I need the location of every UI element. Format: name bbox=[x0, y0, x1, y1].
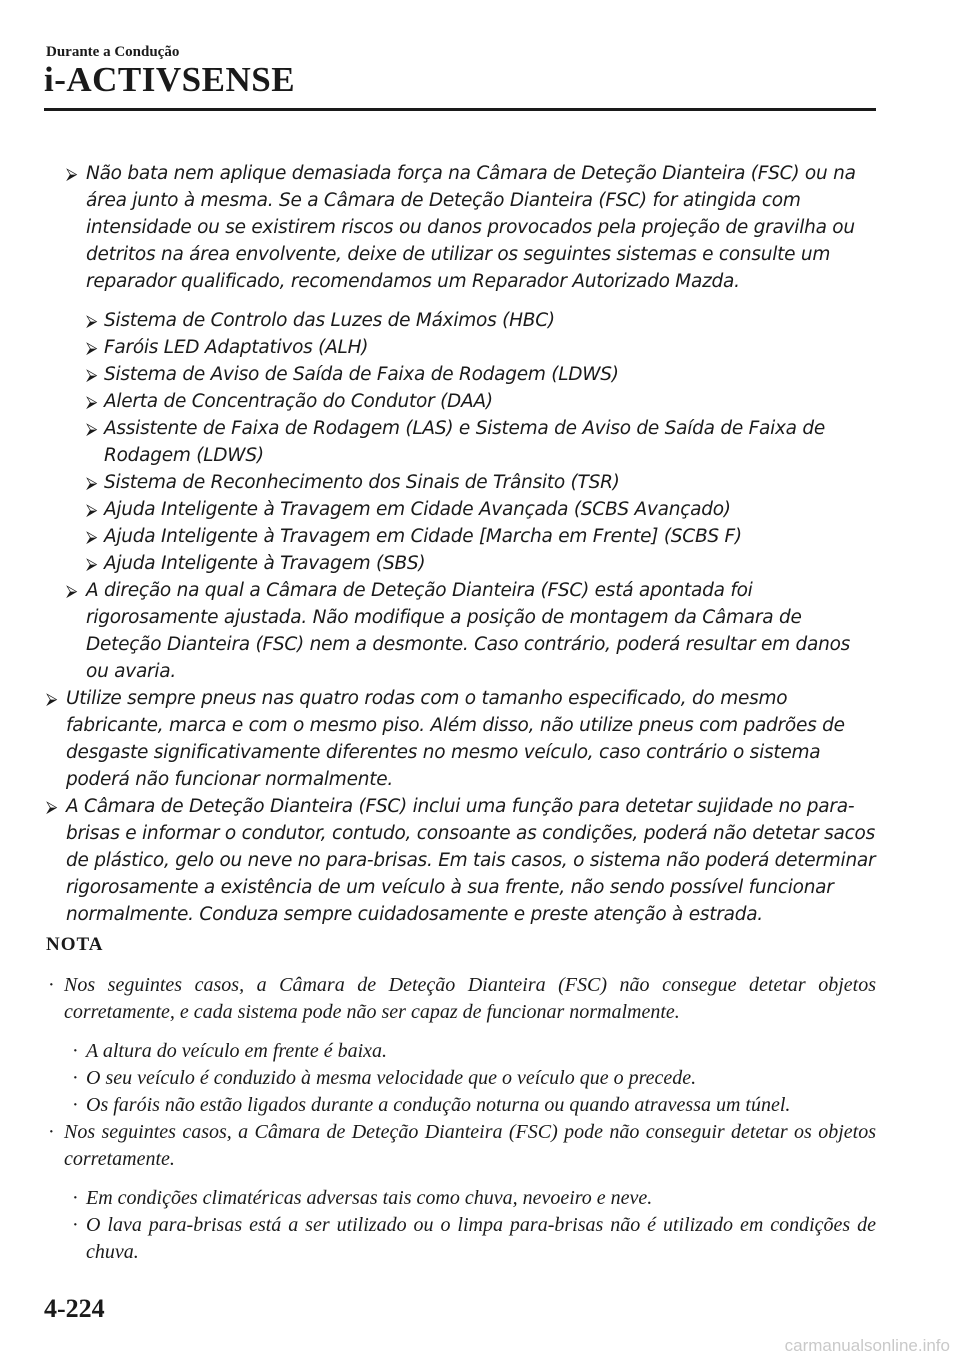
arrow-right-icon: ⮚ bbox=[86, 338, 98, 357]
arrow-right-icon: ⮚ bbox=[86, 365, 98, 384]
caution-item bbox=[46, 577, 876, 685]
caution-text: Sistema de Aviso de Saída de Faixa de Rodagem (LDWS) bbox=[104, 364, 619, 385]
middle-dot-icon: · bbox=[72, 1214, 79, 1236]
note-text: A altura do veículo em frente é baixa. bbox=[86, 1040, 388, 1062]
note-text: O lava para-brisas está a ser utilizado ou o limpa para-brisas não é utilizado em condições de chuva. bbox=[86, 1214, 876, 1263]
middle-dot-icon: · bbox=[72, 1040, 79, 1062]
caution-text: Assistente de Faixa de Rodagem (LAS) e Sistema de Aviso de Saída de Faixa de Rodagem (LDWS) bbox=[104, 418, 826, 466]
caution-text: Utilize sempre pneus nas quatro rodas com o tamanho especificado, do mesmo fabricante, marca e com o mesmo piso. Além disso, não utilize pneus com padrões de desgaste significativamente diferentes no mesmo veículo, caso contrário o sistema poderá não funcionar normalmente. bbox=[66, 688, 845, 790]
caution-text: Ajuda Inteligente à Travagem em Cidade [Marcha em Frente] (SCBS F) bbox=[104, 526, 742, 547]
caution-text: Ajuda Inteligente à Travagem (SBS) bbox=[104, 553, 426, 574]
caution-text: Alerta de Concentração do Condutor (DAA) bbox=[104, 391, 493, 412]
middle-dot-icon: · bbox=[72, 1067, 79, 1089]
arrow-right-icon: ⮚ bbox=[46, 689, 58, 708]
caution-item bbox=[46, 388, 876, 415]
middle-dot-icon: · bbox=[72, 1187, 79, 1209]
caution-list bbox=[46, 160, 876, 928]
note-text: Nos seguintes casos, a Câmara de Deteção Dianteira (FSC) pode não conseguir detetar os objetos corretamente. bbox=[64, 1121, 876, 1170]
caution-text: Sistema de Controlo das Luzes de Máximos (HBC) bbox=[104, 310, 555, 331]
header-divider bbox=[44, 108, 876, 111]
arrow-right-icon: ⮚ bbox=[66, 164, 78, 183]
page-title: i-ACTIVSENSE bbox=[44, 60, 296, 99]
note-text: Os faróis não estão ligados durante a condução noturna ou quando atravessa um túnel. bbox=[86, 1094, 791, 1116]
note-block bbox=[46, 972, 876, 1266]
caution-item bbox=[46, 469, 876, 496]
arrow-right-icon: ⮚ bbox=[66, 581, 78, 600]
caution-item bbox=[46, 496, 876, 523]
arrow-right-icon: ⮚ bbox=[86, 419, 98, 438]
arrow-right-icon: ⮚ bbox=[86, 392, 98, 411]
caution-item bbox=[46, 550, 876, 577]
watermark-link[interactable]: carmanualsonline.info bbox=[784, 1336, 950, 1355]
note-item bbox=[46, 1065, 876, 1092]
caution-item bbox=[46, 415, 876, 469]
arrow-right-icon: ⮚ bbox=[86, 473, 98, 492]
note-text: Nos seguintes casos, a Câmara de Deteção Dianteira (FSC) não consegue detetar objetos corretamente, e cada sistema pode não ser capaz de funcionar normalmente. bbox=[64, 974, 876, 1023]
caution-text: A Câmara de Deteção Dianteira (FSC) inclui uma função para detetar sujidade no para-brisas e informar o condutor, contudo, consoante as condições, poderá não detetar sacos de plástico, gelo ou neve no para-brisas. Em tais casos, o sistema não poderá determinar rigorosamente a existência de um veículo à sua frente, não sendo possível funcionar normalmente. Conduza sempre cuidadosamente e preste atenção à estrada. bbox=[66, 796, 876, 925]
note-item bbox=[46, 1092, 876, 1119]
caution-block bbox=[46, 160, 876, 928]
arrow-right-icon: ⮚ bbox=[86, 527, 98, 546]
note-item bbox=[46, 1212, 876, 1266]
note-item bbox=[46, 1119, 876, 1173]
arrow-right-icon: ⮚ bbox=[86, 311, 98, 330]
middle-dot-icon: · bbox=[72, 1094, 79, 1116]
caution-item bbox=[46, 361, 876, 388]
caution-text: A direção na qual a Câmara de Deteção Dianteira (FSC) está apontada foi rigorosamente ajustada. Não modifique a posição de montagem da Câmara de Deteção Dianteira (FSC) nem a desmonte. Caso contrário, poderá resultar em danos ou avaria. bbox=[86, 580, 851, 682]
arrow-right-icon: ⮚ bbox=[86, 554, 98, 573]
section-heading: Durante a Condução bbox=[46, 44, 180, 60]
caution-item bbox=[46, 793, 876, 928]
middle-dot-icon: · bbox=[48, 1121, 55, 1143]
caution-item bbox=[46, 334, 876, 361]
page-number: 4-224 bbox=[44, 1294, 105, 1323]
caution-text: Sistema de Reconhecimento dos Sinais de Trânsito (TSR) bbox=[104, 472, 620, 493]
caution-item bbox=[46, 307, 876, 334]
note-item bbox=[46, 972, 876, 1026]
caution-item bbox=[46, 685, 876, 793]
note-title: NOTA bbox=[46, 934, 104, 955]
note-text: Em condições climatéricas adversas tais como chuva, nevoeiro e neve. bbox=[86, 1187, 653, 1209]
arrow-right-icon: ⮚ bbox=[46, 797, 58, 816]
note-item bbox=[46, 1185, 876, 1212]
caution-item bbox=[46, 523, 876, 550]
caution-item bbox=[46, 160, 876, 295]
caution-text: Não bata nem aplique demasiada força na Câmara de Deteção Dianteira (FSC) ou na área junto à mesma. Se a Câmara de Deteção Dianteira (FSC) for atingida com intensidade ou se existirem riscos ou danos provocados pela projeção de gravilha ou detritos na área envolvente, deixe de utilizar os seguintes sistemas e consulte um reparador qualificado, recomendamos um Reparador Autorizado Mazda. bbox=[86, 163, 856, 292]
note-item bbox=[46, 1038, 876, 1065]
arrow-right-icon: ⮚ bbox=[86, 500, 98, 519]
caution-text: Faróis LED Adaptativos (ALH) bbox=[104, 337, 369, 358]
caution-text: Ajuda Inteligente à Travagem em Cidade Avançada (SCBS Avançado) bbox=[104, 499, 731, 520]
middle-dot-icon: · bbox=[48, 974, 55, 996]
note-text: O seu veículo é conduzido à mesma velocidade que o veículo que o precede. bbox=[86, 1067, 697, 1089]
